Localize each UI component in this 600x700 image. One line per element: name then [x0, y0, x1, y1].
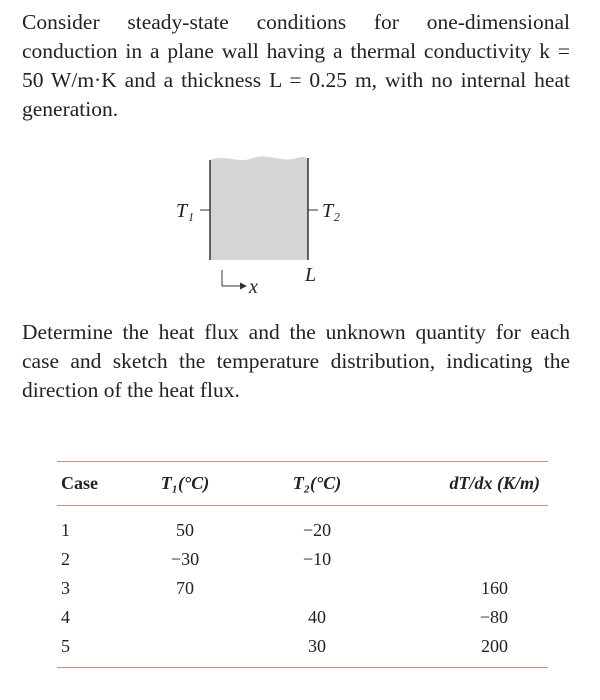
cell-t2: −10	[302, 549, 332, 569]
table-row	[57, 574, 548, 603]
t2-label: T₂	[322, 200, 341, 222]
cell-t2	[239, 574, 395, 603]
header-t2: T₂(°C)	[239, 462, 395, 506]
cell-dtdx: 200	[395, 632, 548, 668]
table-header-row	[57, 462, 548, 506]
cell-t2: −20	[302, 520, 332, 540]
table-row	[57, 545, 548, 574]
wall-body	[210, 157, 308, 260]
header-dtdx: dT/dx (K/m)	[395, 462, 548, 506]
cell-case: 4	[61, 607, 70, 627]
cell-t1: 70	[176, 578, 194, 598]
table-row	[57, 632, 548, 668]
table-row	[57, 506, 548, 546]
table-row	[57, 603, 548, 632]
cell-dtdx: −80	[479, 607, 508, 627]
cell-t1	[131, 632, 239, 668]
header-t1: T₁(°C)	[131, 462, 239, 506]
cell-dtdx	[395, 506, 548, 546]
header-case: Case	[57, 462, 131, 506]
problem-statement: Consider steady-state conditions for one-dimensional conduction in a plane wall having a thermal conductivity k = 50 W/m·K and a thickness L = 0.25 m, with no internal heat generation.	[22, 10, 570, 121]
cell-case: 2	[61, 549, 70, 569]
task-statement: Determine the heat flux and the unknown quantity for each case and sketch the temperature distribution, indicating the direction of the heat flux.	[22, 320, 570, 402]
cell-t2: 40	[308, 607, 326, 627]
cell-t1: −30	[170, 549, 200, 569]
plane-wall-diagram	[150, 148, 370, 298]
cell-t1	[131, 603, 239, 632]
cell-t1: 50	[176, 520, 194, 540]
cell-dtdx	[395, 545, 548, 574]
cell-case: 1	[61, 520, 70, 540]
cell-case: 5	[57, 632, 131, 668]
cell-case: 3	[61, 578, 70, 598]
cell-t2: 30	[239, 632, 395, 668]
x-label: x	[249, 276, 258, 298]
cases-table	[57, 461, 548, 668]
cell-dtdx: 160	[481, 578, 508, 598]
plane-wall-figure	[150, 148, 370, 303]
thickness-label: L	[305, 264, 317, 286]
x-axis-arrow-icon	[240, 283, 247, 290]
t1-label: T₁	[176, 200, 195, 222]
